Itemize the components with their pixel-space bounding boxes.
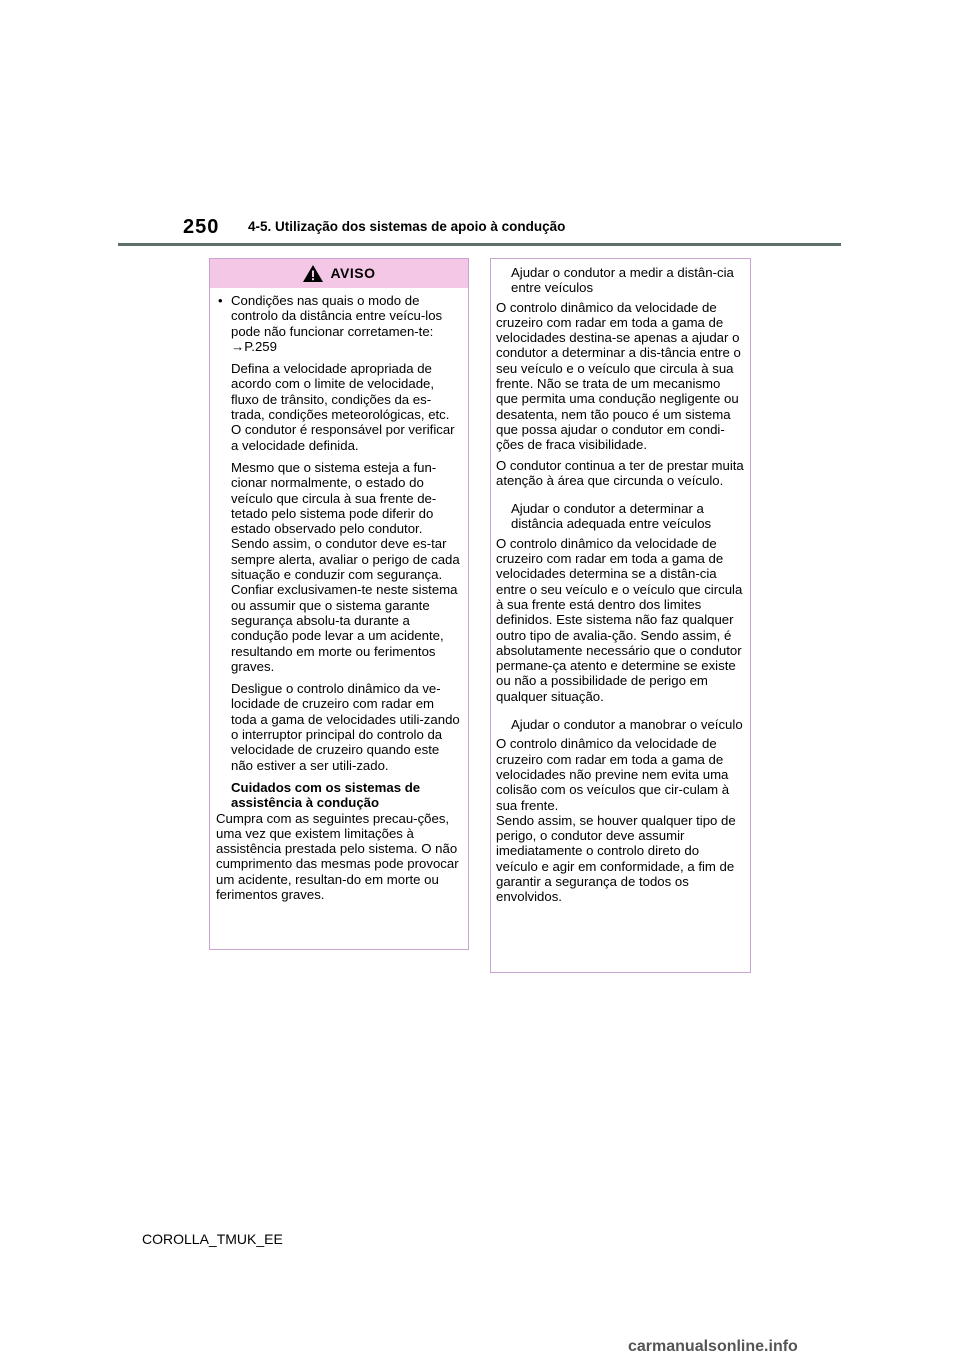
aviso-item: Desligue o controlo dinâmico da ve-locidade de cruzeiro com radar em toda a gama de velocidades utili-zando o interruptor principal do controlo da velocidade de cruzeiro quando este não estiver a ser utili-zado. [231,681,460,773]
aviso-box [209,258,469,950]
header-rule [118,243,841,246]
section-title: 4-5. Utilização dos sistemas de apoio à condução [248,219,566,234]
aviso-item: Defina a velocidade apropriada de acordo com o limite de velocidade, fluxo de trânsito, condições da es-trada, condições meteorológicas, etc. O condutor é responsável por verificar a velocidade definida. [231,361,455,453]
aviso-body [210,288,468,902]
subsection-heading: Ajudar o condutor a manobrar o veículo [511,717,743,733]
paragraph: O controlo dinâmico da velocidade de cruzeiro com radar em toda a gama de velocidades destina-se apenas a ajudar o condutor a determinar a dis-tância entre o seu veículo e o veículo que circula à sua frente. Não se trata de um mecanismo que permita uma condução negligente ou desatenta, nem tão pouco é um sistema que possa ajudar o condutor em condi-ções de fraca visibilidade. [496,299,741,453]
cuidados-heading: Cuidados com os sistemas de assistência à condução [231,779,421,811]
paragraph: Sendo assim, se houver qualquer tipo de perigo, o condutor deve assumir imediatamente o controlo direto do veículo e agir em conformidade, a fim de garantir a segurança de todos os envolvidos. [496,812,736,905]
paragraph: O controlo dinâmico da velocidade de cruzeiro com radar em toda a gama de velocidades não previne nem evita uma colisão com os veículos que cir-culam à sua frente. [496,736,730,813]
document-code: COROLLA_TMUK_EE [142,1231,283,1247]
paragraph: O condutor continua a ter de prestar muita atenção à área que circunda o veículo. [496,457,744,488]
page-number: 250 [183,216,220,238]
subsection-heading: Ajudar o condutor a medir a distân-cia entre veículos [511,265,734,296]
aviso-item: • Condições nas quais o modo de controlo da distância entre veícu-los pode não funcionar corretamen-te: →P.259 [216,293,462,354]
aviso-item: Mesmo que o sistema esteja a fun-cionar normalmente, o estado do veículo que circula à sua frente de-tetado pelo sistema pode diferir do estado observado pelo condutor. Sendo assim, o condutor deve es-tar sempre alerta, avaliar o perigo de cada situação e conduzir com segurança. Confiar exclusivamen-te neste sistema ou assumir que o sistema garante segurança absolu-ta durante a condução pode levar a um acidente, resultando em morte ou ferimentos graves. [231,459,460,674]
aviso-header [210,259,468,288]
subsection-heading: Ajudar o condutor a determinar a distância adequada entre veículos [511,501,712,532]
paragraph: O controlo dinâmico da velocidade de cruzeiro com radar em toda a gama de velocidades determina se a distân-cia entre o seu veículo e o veículo que circula à sua frente está dentro dos limites definidos. Este sistema não faz qualquer outro tipo de avalia-ção. Sendo assim, é absolutamente necessário que o condutor permane-ça atento e determine se existe ou não a possibilidade de perigo em qualquer situação. [496,535,743,704]
cuidados-text: Cumpra com as seguintes precau-ções, uma vez que existem limitações à assistência prestada pelo sistema. O não cumprimento das mesmas pode provocar um acidente, resultan-do em morte ou ferimentos graves. [216,810,459,902]
aviso-title: AVISO [330,264,376,281]
warning-triangle-icon [302,264,324,283]
watermark: carmanualsonline.info [628,1338,798,1355]
info-box [490,258,751,973]
